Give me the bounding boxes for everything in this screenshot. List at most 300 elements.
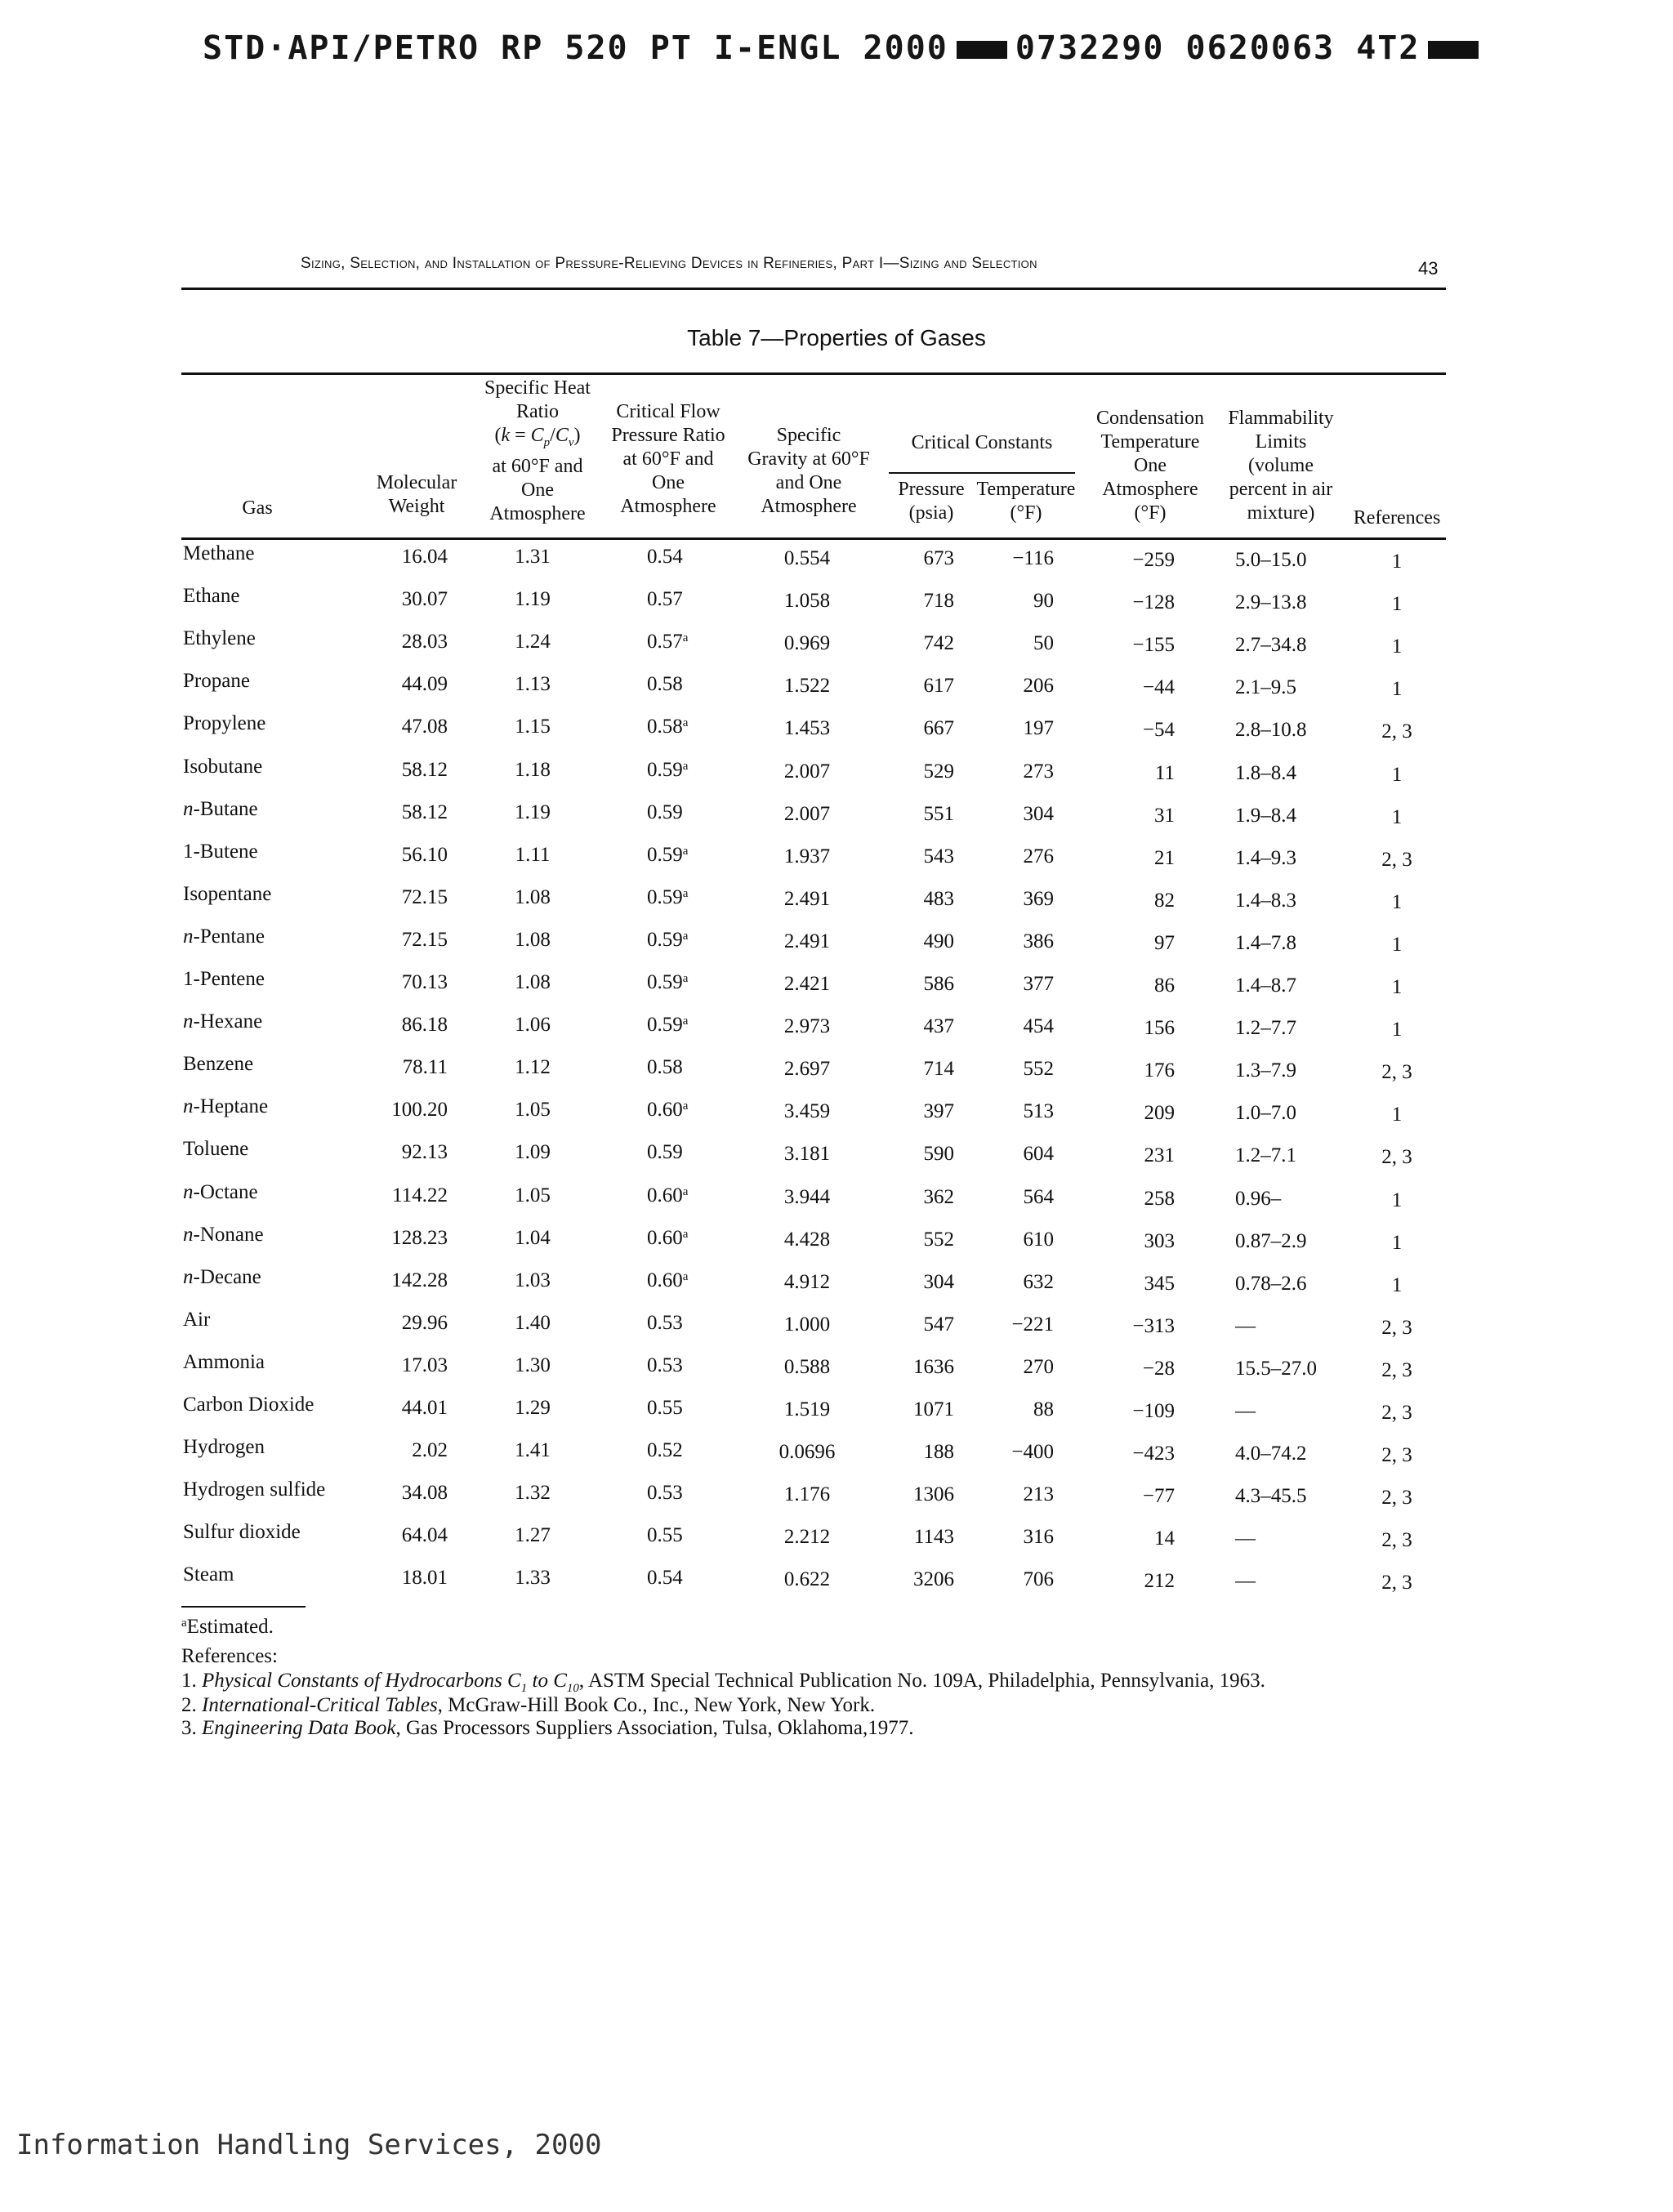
cell-k: 1.18 bbox=[515, 758, 551, 781]
header-flam-line: Flammability bbox=[1228, 408, 1334, 429]
cell-tc: 90 bbox=[1033, 590, 1054, 613]
header-cond-line: Atmosphere bbox=[1102, 479, 1198, 500]
cell-sg: 1.453 bbox=[783, 717, 831, 740]
cell-pc: 1143 bbox=[913, 1526, 954, 1549]
cell-pc: 529 bbox=[923, 760, 954, 783]
cell-gas: Benzene bbox=[183, 1053, 254, 1076]
header-bottom-rule bbox=[181, 537, 1446, 540]
cell-gas: Hydrogen bbox=[183, 1436, 265, 1459]
estimate-mark: a bbox=[682, 1015, 689, 1028]
cell-ref: 2, 3 bbox=[1381, 848, 1412, 871]
header-cond bbox=[1096, 407, 1204, 525]
cell-cfpr: 0.53 bbox=[647, 1482, 683, 1505]
header-cfpr-line: One bbox=[652, 472, 685, 493]
cell-pc: 667 bbox=[923, 717, 954, 740]
cell-mw: 64.04 bbox=[401, 1524, 448, 1547]
header-tc-line: (°F) bbox=[1010, 502, 1042, 524]
cell-k: 1.41 bbox=[515, 1439, 551, 1462]
estimate-mark: a bbox=[682, 1099, 689, 1113]
cell-cond: 345 bbox=[1144, 1272, 1175, 1295]
cell-cfpr: 0.58 bbox=[647, 673, 683, 696]
header-pc bbox=[898, 478, 964, 525]
reference-1-rest: , ASTM Special Technical Publication No. 109A, Philadelphia, Pennsylvania, 1963. bbox=[578, 1670, 1265, 1692]
cell-tc: 552 bbox=[1023, 1058, 1054, 1081]
cell-gas: Air bbox=[183, 1308, 211, 1331]
cell-flam: 1.4–8.3 bbox=[1235, 889, 1296, 912]
cell-k: 1.12 bbox=[515, 1056, 551, 1079]
cell-ref: 2, 3 bbox=[1381, 1146, 1412, 1169]
cell-k: 1.15 bbox=[515, 716, 551, 738]
cell-cond: −28 bbox=[1142, 1357, 1175, 1380]
cell-sg: 1.058 bbox=[783, 590, 831, 613]
cell-gas: Hydrogen sulfide bbox=[183, 1478, 326, 1501]
cell-mw: 47.08 bbox=[401, 716, 448, 738]
cell-flam: 1.4–9.3 bbox=[1235, 846, 1296, 869]
header-cfpr-line: at 60°F and bbox=[622, 448, 714, 470]
cell-ref: 1 bbox=[1391, 763, 1403, 786]
cell-sg: 3.459 bbox=[783, 1100, 831, 1123]
cell-cfpr: 0.54 bbox=[647, 1567, 683, 1590]
cell-cfpr: 0.59$^a$ bbox=[647, 928, 689, 951]
cell-mw: 18.01 bbox=[401, 1567, 448, 1590]
cell-sg: 0.588 bbox=[783, 1355, 831, 1378]
header-k-line: at 60°F and bbox=[492, 455, 583, 477]
cell-cond: −109 bbox=[1132, 1400, 1175, 1422]
cell-gas: Methane bbox=[183, 542, 255, 564]
cell-mw: 58.12 bbox=[401, 801, 448, 823]
estimate-mark: a bbox=[682, 631, 689, 645]
cell-cond: −259 bbox=[1132, 549, 1175, 571]
cell-cfpr: 0.60$^a$ bbox=[647, 1226, 689, 1249]
cell-k: 1.06 bbox=[515, 1014, 551, 1037]
cell-pc: 673 bbox=[923, 547, 954, 569]
table-top-rule bbox=[181, 372, 1446, 375]
cell-mw: 28.03 bbox=[401, 631, 448, 653]
header-mw bbox=[377, 471, 457, 519]
cell-pc: 714 bbox=[923, 1058, 954, 1081]
cell-sg: 4.912 bbox=[783, 1270, 831, 1293]
cell-k: 1.05 bbox=[515, 1099, 551, 1122]
header-flam-line: Limits bbox=[1255, 431, 1307, 453]
estimate-mark: a bbox=[682, 759, 689, 773]
references-label: References: bbox=[181, 1645, 278, 1667]
cell-flam: 4.0–74.2 bbox=[1235, 1443, 1307, 1465]
header-mw-line: Weight bbox=[388, 496, 445, 517]
cell-mw: 92.13 bbox=[401, 1141, 448, 1164]
cell-mw: 58.12 bbox=[401, 758, 448, 781]
cell-flam: 5.0–15.0 bbox=[1235, 549, 1307, 571]
cell-tc: 610 bbox=[1023, 1228, 1054, 1251]
header-cfpr-line: Atmosphere bbox=[620, 496, 716, 517]
cell-ref: 1 bbox=[1391, 805, 1403, 828]
cell-cond: 21 bbox=[1154, 846, 1175, 869]
reference-1 bbox=[181, 1670, 1265, 1696]
header-flam-line: (volume bbox=[1248, 455, 1314, 476]
cell-pc: 543 bbox=[923, 845, 954, 867]
cell-cfpr: 0.59$^a$ bbox=[647, 843, 689, 866]
reference-1-num: 1. bbox=[181, 1670, 197, 1692]
cell-k: 1.11 bbox=[515, 843, 551, 866]
cell-cond: −77 bbox=[1142, 1485, 1175, 1508]
cell-tc: 270 bbox=[1023, 1355, 1054, 1378]
cell-mw: 44.09 bbox=[401, 673, 448, 696]
cell-ref: 1 bbox=[1391, 1189, 1403, 1211]
cell-tc: 377 bbox=[1023, 973, 1054, 995]
cell-k: 1.30 bbox=[515, 1354, 551, 1376]
cell-gas: n-Heptane bbox=[183, 1095, 269, 1118]
cell-cfpr: 0.53 bbox=[647, 1311, 683, 1334]
cell-tc: 276 bbox=[1023, 845, 1054, 867]
cell-gas: 1-Butene bbox=[183, 840, 258, 863]
cell-flam: 1.8–8.4 bbox=[1235, 761, 1296, 784]
cell-pc: 397 bbox=[923, 1100, 954, 1123]
cell-cfpr: 0.59$^a$ bbox=[647, 971, 689, 993]
cell-gas: Propane bbox=[183, 670, 250, 693]
cell-gas: n-Hexane bbox=[183, 1010, 263, 1033]
cell-mw: 29.96 bbox=[401, 1311, 448, 1334]
table-caption: Table 7—Properties of Gases bbox=[687, 325, 986, 350]
cell-tc: 513 bbox=[1023, 1100, 1054, 1123]
redaction-block-2 bbox=[1428, 41, 1479, 59]
cell-flam: 2.9–13.8 bbox=[1235, 591, 1307, 614]
estimate-mark: a bbox=[682, 972, 689, 985]
cell-gas: Ammonia bbox=[183, 1350, 265, 1373]
cell-gas: n-Pentane bbox=[183, 925, 265, 948]
header-sg bbox=[747, 424, 870, 519]
cell-cond: 14 bbox=[1154, 1527, 1175, 1550]
cell-cond: −44 bbox=[1142, 676, 1175, 699]
cell-ref: 2, 3 bbox=[1381, 1444, 1412, 1467]
header-pc-line: Pressure bbox=[898, 479, 965, 500]
cell-sg: 0.554 bbox=[783, 547, 831, 569]
running-head bbox=[301, 255, 1335, 273]
cell-cond: 86 bbox=[1154, 974, 1175, 997]
cell-tc: 604 bbox=[1023, 1143, 1054, 1166]
cell-ref: 1 bbox=[1391, 890, 1403, 913]
cell-gas: Isobutane bbox=[183, 755, 263, 778]
header-sg-line: Atmosphere bbox=[761, 496, 857, 517]
cell-ref: 2, 3 bbox=[1381, 1487, 1412, 1510]
cell-tc: 213 bbox=[1023, 1483, 1054, 1506]
header-k bbox=[484, 377, 591, 526]
cell-ref: 2, 3 bbox=[1381, 1572, 1412, 1594]
cell-mw: 17.03 bbox=[401, 1354, 448, 1376]
cell-sg: 0.969 bbox=[783, 632, 831, 655]
cell-mw: 78.11 bbox=[402, 1056, 448, 1079]
cell-cond: 176 bbox=[1144, 1059, 1175, 1082]
cell-tc: 88 bbox=[1033, 1398, 1054, 1420]
cell-flam: 1.0–7.0 bbox=[1235, 1102, 1296, 1125]
estimate-mark: a bbox=[682, 1227, 689, 1241]
cell-cond: 209 bbox=[1144, 1102, 1175, 1125]
cell-flam: 2.7–34.8 bbox=[1235, 634, 1307, 657]
header-cond-line: Condensation bbox=[1096, 408, 1204, 429]
header-sg-line: Gravity at 60°F bbox=[747, 448, 870, 470]
cell-mw: 16.04 bbox=[401, 546, 448, 568]
cell-sg: 1.937 bbox=[783, 845, 831, 867]
cell-mw: 128.23 bbox=[391, 1226, 448, 1249]
cell-cfpr: 0.58$^a$ bbox=[647, 716, 689, 738]
cell-sg: 2.973 bbox=[783, 1015, 831, 1038]
cell-cond: 156 bbox=[1144, 1017, 1175, 1040]
cell-pc: 718 bbox=[923, 590, 954, 613]
cell-sg: 2.007 bbox=[783, 760, 831, 783]
cell-k: 1.29 bbox=[515, 1397, 551, 1419]
cell-pc: 3206 bbox=[913, 1568, 954, 1591]
cell-tc: 632 bbox=[1023, 1270, 1054, 1293]
cell-flam: 2.8–10.8 bbox=[1235, 719, 1307, 742]
cell-cond: 303 bbox=[1144, 1229, 1175, 1252]
header-flam bbox=[1228, 407, 1333, 525]
cell-pc: 1306 bbox=[913, 1483, 954, 1506]
header-k-line: $(k = C_p/C_v)$ bbox=[494, 425, 581, 449]
cell-pc: 547 bbox=[923, 1313, 954, 1336]
cell-sg: 1.000 bbox=[783, 1313, 831, 1336]
reference-2-title: International-Critical Tables bbox=[202, 1694, 438, 1716]
cell-cfpr: 0.57$^a$ bbox=[647, 631, 689, 653]
cell-gas: Ethane bbox=[183, 585, 240, 608]
header-flam-line: mixture) bbox=[1247, 502, 1315, 524]
cell-gas: 1-Pentene bbox=[183, 968, 265, 990]
cell-ref: 1 bbox=[1391, 1019, 1403, 1041]
header-cfpr bbox=[611, 400, 725, 519]
cell-ref: 2, 3 bbox=[1381, 1529, 1412, 1552]
cell-pc: 617 bbox=[923, 675, 954, 698]
cell-gas: n-Decane bbox=[183, 1265, 261, 1288]
bottom-stamp: Information Handling Services, 2000 bbox=[16, 2129, 602, 2161]
cell-tc: 316 bbox=[1023, 1526, 1054, 1549]
reference-2 bbox=[181, 1694, 875, 1717]
cell-tc: 454 bbox=[1023, 1015, 1054, 1038]
cell-k: 1.40 bbox=[515, 1311, 551, 1334]
cell-cond: 212 bbox=[1144, 1570, 1175, 1593]
cell-tc: 50 bbox=[1033, 632, 1054, 655]
cell-cfpr: 0.59 bbox=[647, 1141, 683, 1164]
cell-mw: 72.15 bbox=[401, 885, 448, 908]
cell-sg: 3.181 bbox=[783, 1143, 831, 1166]
header-k-line: Atmosphere bbox=[489, 502, 586, 524]
cell-cond: 231 bbox=[1144, 1144, 1175, 1167]
cell-tc: −400 bbox=[1011, 1441, 1054, 1464]
cell-sg: 1.519 bbox=[783, 1398, 831, 1420]
cell-pc: 590 bbox=[923, 1143, 954, 1166]
cell-cond: 31 bbox=[1154, 804, 1175, 827]
cell-gas: Carbon Dioxide bbox=[183, 1394, 315, 1416]
cell-gas: Isopentane bbox=[183, 882, 272, 905]
cell-ref: 1 bbox=[1391, 1273, 1403, 1296]
cell-k: 1.09 bbox=[515, 1141, 551, 1164]
reference-3 bbox=[181, 1717, 913, 1740]
cell-ref: 1 bbox=[1391, 1231, 1403, 1254]
estimate-mark: a bbox=[682, 844, 689, 858]
cell-sg: 2.007 bbox=[783, 802, 831, 825]
header-k-line: Specific Heat bbox=[484, 377, 591, 399]
header-cfpr-line: Pressure Ratio bbox=[611, 425, 725, 446]
cell-sg: 2.212 bbox=[783, 1526, 831, 1549]
cell-pc: 490 bbox=[923, 930, 954, 952]
header-critical-constants: Critical Constants bbox=[911, 432, 1053, 453]
cell-sg: 2.697 bbox=[783, 1058, 831, 1081]
cell-pc: 742 bbox=[923, 632, 954, 655]
cell-ref: 1 bbox=[1391, 551, 1403, 573]
cell-pc: 1071 bbox=[913, 1398, 954, 1420]
estimate-mark: a bbox=[682, 1269, 689, 1283]
cell-pc: 304 bbox=[923, 1270, 954, 1293]
critical-constants-rule bbox=[889, 472, 1075, 474]
cell-pc: 552 bbox=[923, 1228, 954, 1251]
cell-sg: 1.176 bbox=[783, 1483, 831, 1506]
cell-pc: 551 bbox=[923, 802, 954, 825]
header-sg-line: and One bbox=[775, 472, 842, 493]
estimate-mark: a bbox=[682, 886, 689, 900]
cell-sg: 2.491 bbox=[783, 887, 831, 910]
cell-cfpr: 0.59$^a$ bbox=[647, 758, 689, 781]
cell-ref: 2, 3 bbox=[1381, 720, 1412, 743]
cell-k: 1.24 bbox=[515, 631, 551, 653]
header-k-line: Ratio bbox=[516, 401, 559, 422]
reference-3-title: Engineering Data Book bbox=[202, 1717, 396, 1739]
cell-k: 1.08 bbox=[515, 971, 551, 993]
header-cond-line: One bbox=[1134, 455, 1167, 476]
cell-mw: 100.20 bbox=[391, 1099, 448, 1122]
cell-gas: n-Nonane bbox=[183, 1223, 264, 1246]
cell-cond: −54 bbox=[1142, 719, 1175, 742]
cell-flam: 0.87–2.9 bbox=[1235, 1229, 1307, 1252]
cell-flam: 4.3–45.5 bbox=[1235, 1485, 1307, 1508]
cell-cfpr: 0.53 bbox=[647, 1354, 683, 1376]
footnote-estimated bbox=[181, 1616, 274, 1639]
cell-sg: 4.428 bbox=[783, 1228, 831, 1251]
footnote-mark: a bbox=[181, 1617, 187, 1630]
cell-pc: 437 bbox=[923, 1015, 954, 1038]
cell-flam: 1.4–7.8 bbox=[1235, 931, 1296, 954]
cell-cfpr: 0.57 bbox=[647, 588, 683, 611]
header-flam-line: percent in air bbox=[1229, 479, 1333, 500]
cell-gas: Propylene bbox=[183, 712, 266, 735]
header-gas: Gas bbox=[242, 497, 273, 519]
cell-k: 1.13 bbox=[515, 673, 551, 696]
cell-flam: 15.5–27.0 bbox=[1235, 1357, 1317, 1380]
header-cond-line: Temperature bbox=[1100, 431, 1200, 453]
cell-gas: Sulfur dioxide bbox=[183, 1521, 301, 1544]
cell-ref: 2, 3 bbox=[1381, 1402, 1412, 1424]
cell-k: 1.08 bbox=[515, 928, 551, 951]
redaction-block-1 bbox=[957, 41, 1007, 59]
cell-k: 1.05 bbox=[515, 1184, 551, 1206]
cell-mw: 72.15 bbox=[401, 928, 448, 951]
cell-cfpr: 0.58 bbox=[647, 1056, 683, 1079]
estimate-mark: a bbox=[682, 716, 689, 730]
cell-tc: 273 bbox=[1023, 760, 1054, 783]
cell-ref: 1 bbox=[1391, 976, 1403, 998]
page-number: 43 bbox=[1418, 258, 1439, 279]
cell-ref: 1 bbox=[1391, 636, 1403, 658]
cell-flam: 1.3–7.9 bbox=[1235, 1059, 1296, 1082]
cell-k: 1.32 bbox=[515, 1482, 551, 1505]
cell-gas: Steam bbox=[183, 1563, 234, 1586]
cell-cfpr: 0.54 bbox=[647, 546, 683, 568]
stamp-left: STD·API/PETRO RP 520 PT I-ENGL 2000 bbox=[203, 29, 948, 67]
cell-k: 1.19 bbox=[515, 801, 551, 823]
header-rule bbox=[181, 288, 1446, 290]
cell-ref: 2, 3 bbox=[1381, 1061, 1412, 1084]
cell-pc: 362 bbox=[923, 1185, 954, 1208]
cell-ref: 1 bbox=[1391, 933, 1403, 956]
cell-pc: 586 bbox=[923, 973, 954, 995]
reference-2-rest: , McGraw-Hill Book Co., Inc., New York, New York. bbox=[437, 1694, 876, 1716]
cell-pc: 1636 bbox=[913, 1355, 954, 1378]
header-tc-line: Temperature bbox=[976, 479, 1076, 500]
footnote-rule bbox=[181, 1606, 306, 1608]
cell-ref: 1 bbox=[1391, 593, 1403, 616]
cell-gas: n-Octane bbox=[183, 1180, 258, 1203]
cell-flam: 0.78–2.6 bbox=[1235, 1272, 1307, 1295]
cell-gas: n-Butane bbox=[183, 797, 258, 820]
cell-mw: 2.02 bbox=[412, 1439, 448, 1462]
cell-k: 1.31 bbox=[515, 546, 551, 568]
cell-tc: 386 bbox=[1023, 930, 1054, 952]
cell-mw: 142.28 bbox=[391, 1269, 448, 1291]
cell-ref: 2, 3 bbox=[1381, 1358, 1412, 1381]
cell-cfpr: 0.60$^a$ bbox=[647, 1269, 689, 1291]
cell-cond: −155 bbox=[1132, 634, 1175, 657]
cell-flam: 1.2–7.1 bbox=[1235, 1144, 1296, 1167]
header-references: References bbox=[1353, 507, 1441, 528]
cell-mw: 30.07 bbox=[401, 588, 448, 611]
cell-sg: 1.522 bbox=[783, 675, 831, 698]
cell-mw: 70.13 bbox=[401, 971, 448, 993]
reference-1-title: Physical Constants of Hydrocarbons $C_1$ to $C_{10}$ bbox=[202, 1670, 579, 1695]
cell-cond: 258 bbox=[1144, 1187, 1175, 1210]
cell-flam: 2.1–9.5 bbox=[1235, 676, 1296, 699]
cell-ref: 2, 3 bbox=[1381, 1316, 1412, 1339]
cell-cfpr: 0.60$^a$ bbox=[647, 1184, 689, 1206]
cell-flam: 1.9–8.4 bbox=[1235, 804, 1296, 827]
cell-cond: 11 bbox=[1154, 761, 1175, 784]
cell-k: 1.33 bbox=[515, 1567, 551, 1590]
cell-cond: −313 bbox=[1132, 1314, 1175, 1337]
cell-k: 1.27 bbox=[515, 1524, 551, 1547]
cell-sg: 0.622 bbox=[783, 1568, 831, 1591]
cell-flam: 1.4–8.7 bbox=[1235, 974, 1296, 997]
cell-cfpr: 0.59$^a$ bbox=[647, 885, 689, 908]
stamp-mid: 0732290 0620063 4T2 bbox=[1015, 29, 1421, 67]
cell-flam: — bbox=[1235, 1570, 1256, 1593]
cell-mw: 114.22 bbox=[392, 1184, 448, 1206]
cell-tc: −116 bbox=[1012, 547, 1054, 569]
header-pc-line: (psia) bbox=[908, 502, 954, 524]
cell-sg: 3.944 bbox=[783, 1185, 831, 1208]
cell-sg: 2.421 bbox=[783, 973, 831, 995]
cell-k: 1.03 bbox=[515, 1269, 551, 1291]
header-sg-line: Specific bbox=[776, 425, 841, 446]
cell-pc: 188 bbox=[923, 1441, 954, 1464]
cell-tc: 304 bbox=[1023, 802, 1054, 825]
cell-tc: −221 bbox=[1011, 1313, 1054, 1336]
cell-flam: 1.2–7.7 bbox=[1235, 1017, 1296, 1040]
running-head-title: Sizing, Selection, and Installation of Pressure-Relieving Devices in Refineries, Part I—Sizing and Selection bbox=[301, 255, 1037, 272]
cell-pc: 483 bbox=[923, 887, 954, 910]
header-k-line: One bbox=[521, 479, 554, 501]
header-tc bbox=[977, 478, 1076, 525]
cell-cfpr: 0.55 bbox=[647, 1524, 683, 1547]
cell-cond: 82 bbox=[1154, 889, 1175, 912]
cell-cfpr: 0.59$^a$ bbox=[647, 1014, 689, 1037]
cell-ref: 1 bbox=[1391, 678, 1403, 701]
cell-mw: 44.01 bbox=[401, 1397, 448, 1419]
cell-cond: −423 bbox=[1132, 1443, 1175, 1465]
cell-tc: 369 bbox=[1023, 887, 1054, 910]
